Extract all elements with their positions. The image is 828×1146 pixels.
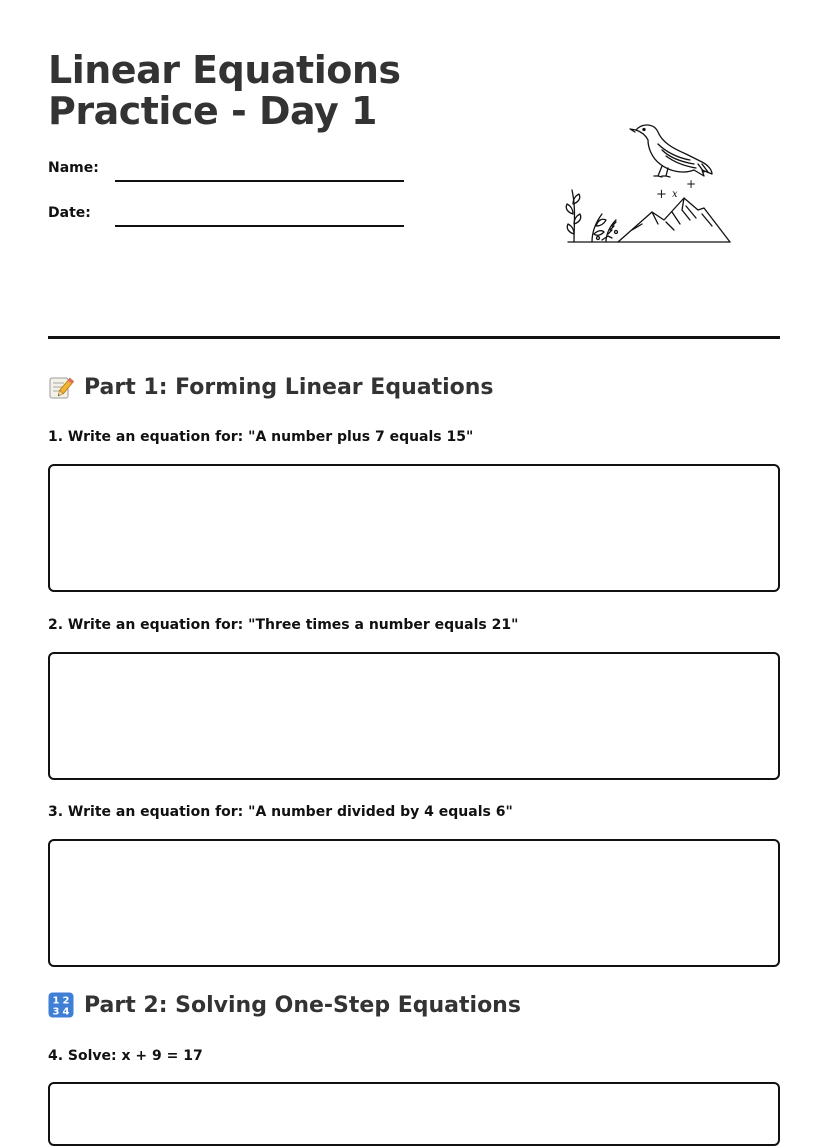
name-write-line[interactable] [115,180,404,182]
digit-1: 1 [52,995,60,1007]
digit-2: 2 [62,995,70,1007]
numbers-1234-icon [48,992,74,1018]
header-divider [48,336,780,339]
worksheet-header [48,0,780,340]
math-symbols [656,177,696,202]
date-label: Date: [48,205,91,221]
title-line-1: Linear Equations [48,48,401,92]
title-line-2: Practice - Day 1 [48,89,377,133]
section-heading-part-2 [48,992,521,1018]
section-title-part-1: Part 1: Forming Linear Equations [84,374,494,400]
x-symbol: x [672,189,678,200]
bird-icon [630,125,712,177]
answer-box-1[interactable] [48,464,780,592]
worksheet-title [48,50,408,132]
memo-pencil-icon [48,374,74,400]
digit-4: 4 [62,1006,70,1018]
date-write-line[interactable] [115,225,404,227]
answer-box-2[interactable] [48,652,780,780]
question-4: 4. Solve: x + 9 = 17 [48,1048,203,1064]
question-3: 3. Write an equation for: "A number divided by 4 equals 6" [48,804,513,820]
mountain-icon [618,198,730,242]
question-1: 1. Write an equation for: "A number plus 7 equals 15" [48,429,474,445]
worksheet-page [48,0,780,1064]
question-2: 2. Write an equation for: "Three times a number equals 21" [48,617,519,633]
answer-box-3[interactable] [48,839,780,967]
digit-3: 3 [52,1006,60,1018]
plus-symbol-2: + [686,177,697,191]
name-field[interactable] [48,158,408,182]
section-title-part-2: Part 2: Solving One-Step Equations [84,992,521,1018]
section-heading-part-1 [48,374,494,400]
date-field[interactable] [48,203,408,227]
answer-box-4[interactable] [48,1082,780,1146]
bird-on-mountain-illustration [562,114,734,246]
plant-icon [566,190,617,242]
plus-symbol-1: + [656,187,667,202]
name-label: Name: [48,160,99,176]
